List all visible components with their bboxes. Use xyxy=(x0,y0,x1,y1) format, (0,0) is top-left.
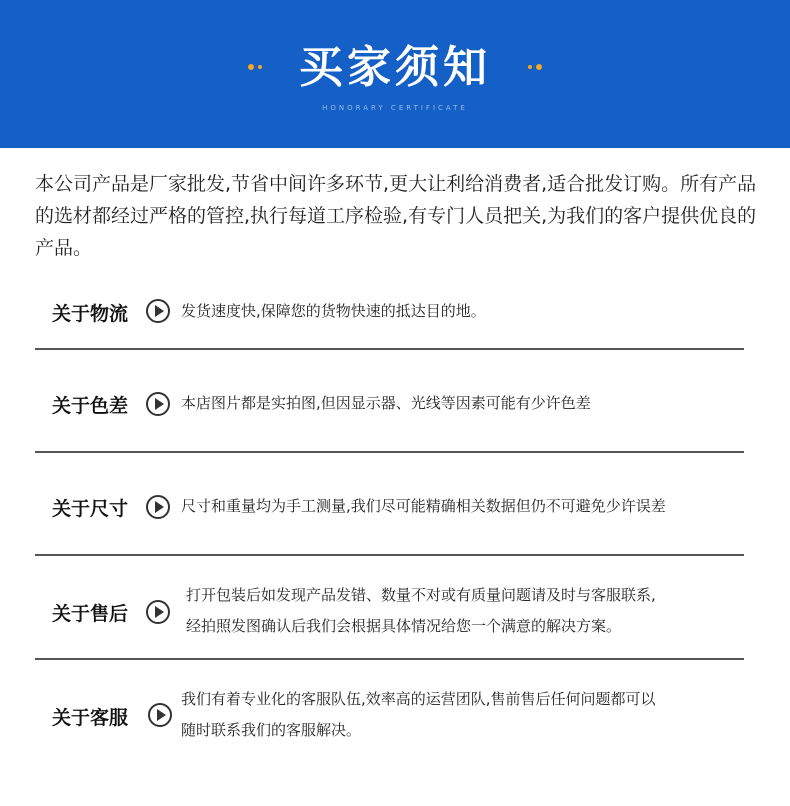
header-banner xyxy=(0,0,790,148)
section-text: 本店图片都是实拍图,但因显示器、光线等因素可能有少许色差 xyxy=(181,394,591,412)
section-title: 关于物流 xyxy=(52,303,129,325)
decor-dots-right-icon xyxy=(528,64,546,72)
play-circle-icon xyxy=(148,703,172,727)
section-text-line1: 我们有着专业化的客服队伍,效率高的运营团队,售前售后任何问题都可以 xyxy=(181,690,656,708)
page-title: 买家须知 xyxy=(299,42,491,93)
play-circle-icon xyxy=(146,495,170,519)
divider xyxy=(35,348,744,350)
play-circle-icon xyxy=(146,392,170,416)
section-text: 发货速度快,保障您的货物快速的抵达目的地。 xyxy=(181,302,486,320)
page-subtitle: HONORARY CERTIFICATE xyxy=(322,104,468,112)
intro-paragraph: 本公司产品是厂家批发,节省中间许多环节,更大让利给消费者,适合批发订购。所有产品的选材都经过严格的管控,执行每道工序检验,有专门人员把关,为我们的客户提供优良的产品。 xyxy=(35,173,757,259)
section-text: 尺寸和重量均为手工测量,我们尽可能精确相关数据但仍不可避免少许误差 xyxy=(181,497,666,515)
section-title: 关于尺寸 xyxy=(52,498,129,520)
section-text-line2: 经拍照发图确认后我们会根据具体情况给您一个满意的解决方案。 xyxy=(186,617,622,635)
play-circle-icon xyxy=(146,600,170,624)
divider xyxy=(35,658,744,660)
section-title: 关于客服 xyxy=(52,707,129,729)
section-title: 关于色差 xyxy=(52,395,129,417)
divider xyxy=(35,554,744,556)
divider xyxy=(35,451,744,453)
play-circle-icon xyxy=(146,299,170,323)
section-title: 关于售后 xyxy=(52,603,129,625)
section-text-line2: 随时联系我们的客服解决。 xyxy=(181,721,362,739)
section-text-line1: 打开包装后如发现产品发错、数量不对或有质量问题请及时与客服联系, xyxy=(186,586,656,604)
